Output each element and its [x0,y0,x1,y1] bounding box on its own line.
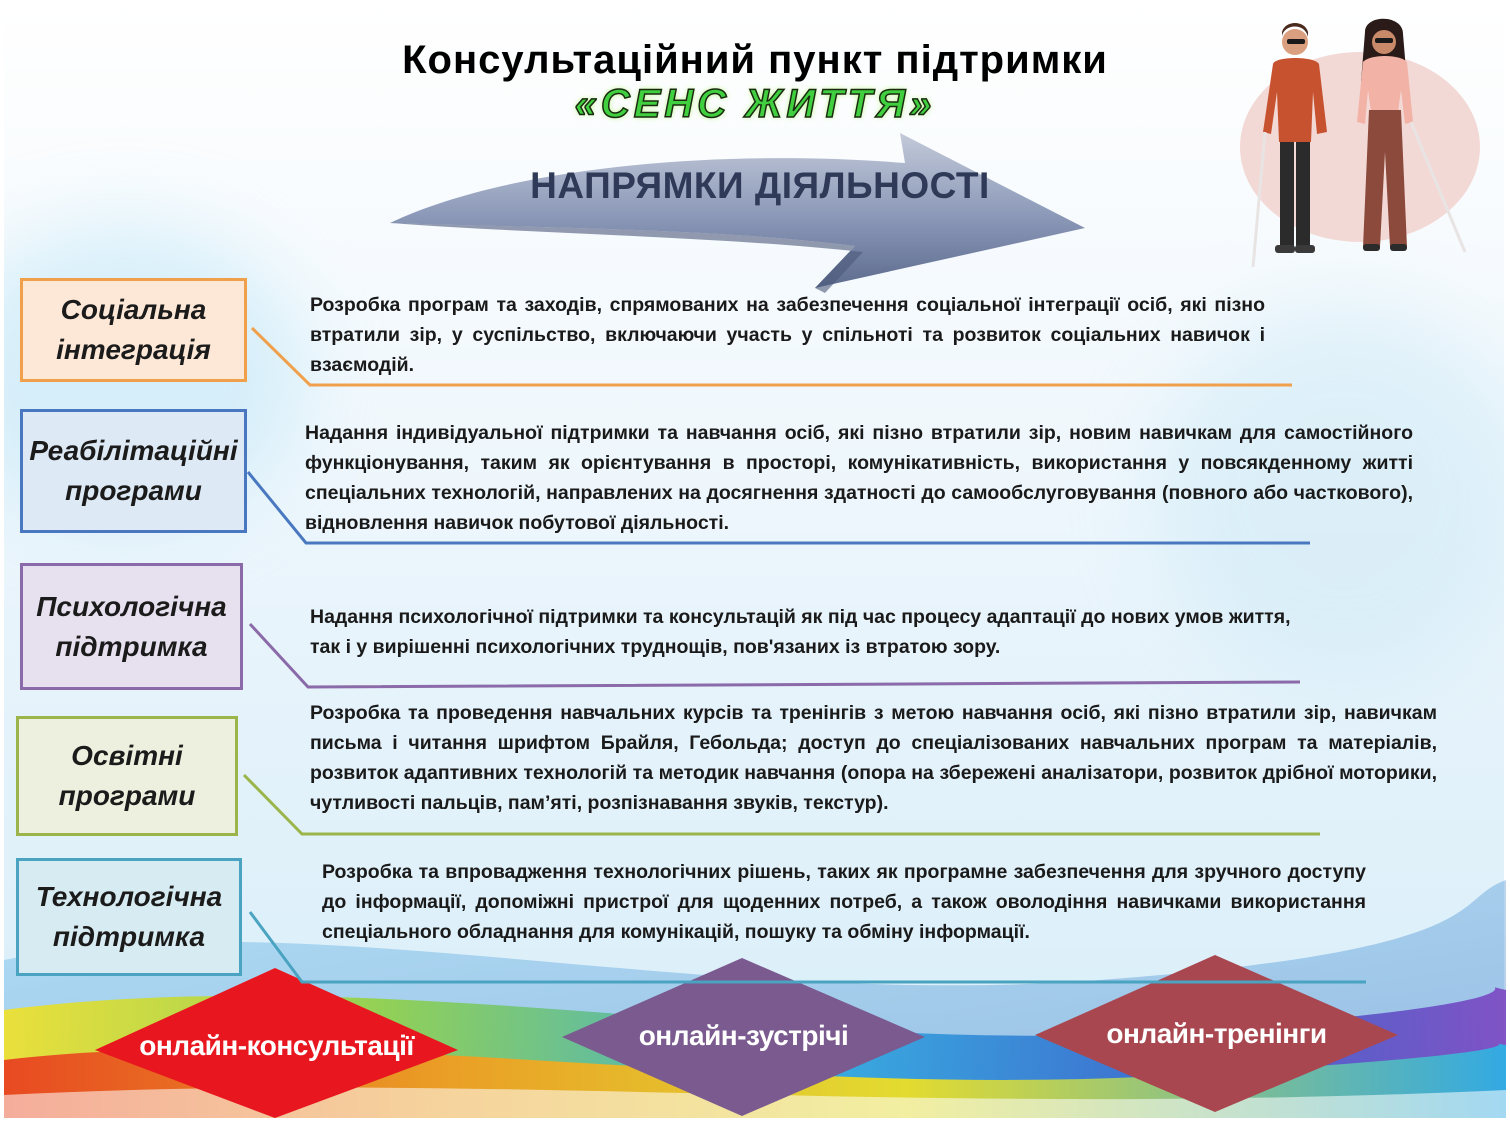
category-technological [16,858,242,976]
category-rehabilitation [20,409,247,533]
category-label: інтеграція [56,334,211,365]
category-educational [16,716,238,836]
category-label: підтримка [52,921,206,952]
format-online-meetings: онлайн-зустрічі [638,1020,849,1051]
page-subtitle: «СЕНС ЖИТТЯ» [574,82,936,126]
description-educational: Розробка та проведення навчальних курсів та тренінгів з метою навчання осіб, які пізно втратили зір, навичкам письма і читання шрифтом Брайля, Гебольда; доступ до спеціалізованих навчальних програм та матеріалів, розвиток адаптивних технологій та методик навчання (опора на збережені аналізатори, розвиток дрібної моторики, чутливості пальців, пам’яті, розпізнавання звуків, текстур). [310,702,1437,814]
category-label: підтримка [55,630,208,662]
description-technological: Розробка та впровадження технологічних рішень, таких як програмне забезпечення для зручного доступу до інформації, допоміжні пристрої для щоденних потреб, а також оволодіння навичками використання спеціального обладнання для комунікацій, пошуку та обміну інформації. [322,861,1366,943]
category-label: Технологічна [35,881,223,913]
category-social-integration [20,278,247,382]
directions-heading: НАПРЯМКИ ДІЯЛЬНОСТІ [530,165,990,206]
category-label: Психологічна [36,590,227,622]
category-label: Реабілітаційні [29,435,238,467]
category-label: програми [58,780,196,811]
format-online-trainings: онлайн-тренінги [1106,1018,1327,1049]
description-rehabilitation: Надання індивідуальної підтримки та навчання осіб, які пізно втратили зір, новим навичкам для самостійного функціонування, таким як орієнтування в просторі, комунікативність, використання у повсякденному житті спеціальних технологій, направлених на досягнення здатності до самообслуговування (повного або часткового), відновлення навичок побутової діяльності. [305,422,1413,534]
format-online-consultations: онлайн-консультації [139,1030,414,1061]
category-label: Соціальна [60,294,207,326]
category-label: програми [65,475,202,506]
description-social-integration: Розробка програм та заходів, спрямованих на забезпечення соціальної інтеграції осіб, які пізно втратили зір, у суспільство, включаючи участь у спільноті та розвиток соціальних навичок і взаємодій. [310,294,1265,376]
category-psychological [20,563,243,690]
page-title: Консультаційний пункт підтримки [402,38,1108,82]
category-label: Освітні [71,740,183,772]
description-psychological: Надання психологічної підтримки та консультацій як під час процесу адаптації до нових умов життя, так і у вирішенні психологічних труднощів, пов'язаних із втратою зору. [310,606,1291,658]
